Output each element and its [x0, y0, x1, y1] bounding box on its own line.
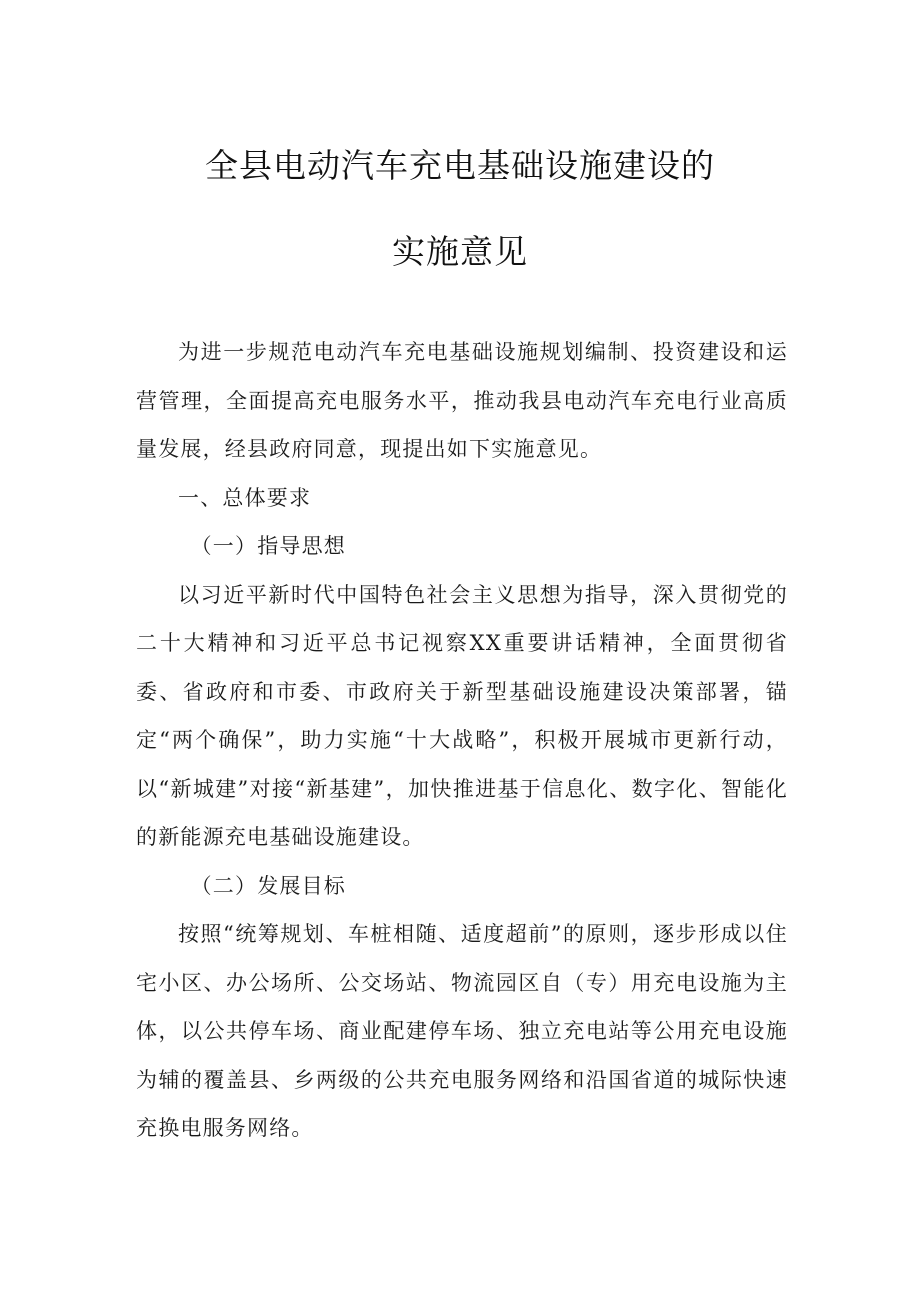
document-body: [136, 328, 788, 1153]
subsection-heading-guiding-ideology: （一）指导思想: [190, 534, 346, 558]
intro-paragraph: 为进一步规范电动汽车充电基础设施规划编制、投资建设和运营管理，全面提高充电服务水平，推动我县电动汽车充电行业高质量发展，经县政府同意，现提出如下实施意见。: [136, 340, 788, 461]
subsection-heading-development-goals: （二）发展目标: [190, 873, 346, 898]
document-title-line-2: 实施意见: [392, 232, 528, 271]
guiding-ideology-paragraph: 以习近平新时代中国特色社会主义思想为指导，深入贯彻党的二十大精神和习近平总书记视察XX重要讲话精神，全面贯彻省委、省政府和市委、市政府关于新型基础设施建设决策部署，锚定“两个确保”，助力实施“十大战略”，积极开展城市更新行动，以“新城建”对接“新基建”，加快推进基于信息化、数字化、智能化的新能源充电基础设施建设。: [136, 582, 788, 849]
development-goals-paragraph: 按照“统筹规划、车桩相随、适度超前”的原则，逐步形成以住宅小区、办公场所、公交场站、物流园区自（专）用充电设施为主体，以公共停车场、商业配建停车场、独立充电站等公用充电设施为辅的覆盖县、乡两级的公共充电服务网络和沿国省道的城际快速充换电服务网络。: [136, 922, 788, 1140]
document-title-line-1: 全县电动汽车充电基础设施建设的: [205, 146, 715, 185]
section-heading-general-requirements: 一、总体要求: [178, 485, 312, 510]
